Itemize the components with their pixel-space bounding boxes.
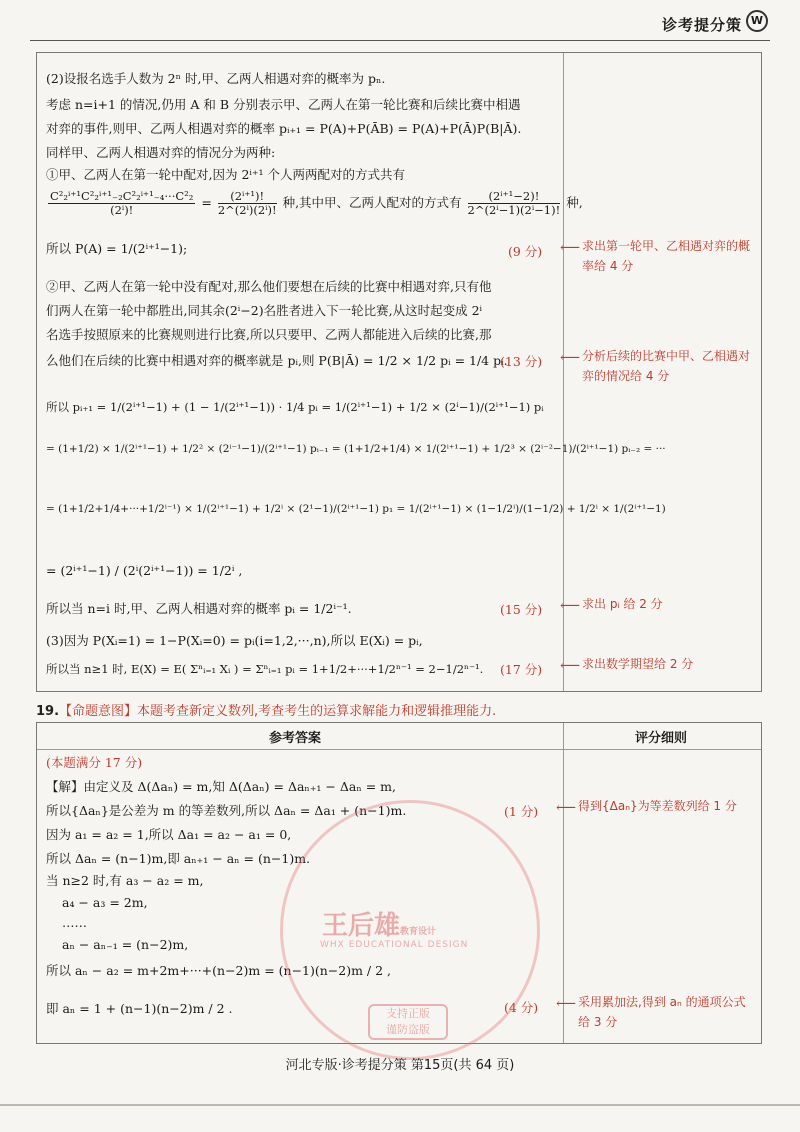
text-line: 即 aₙ = 1 + (n−1)(n−2)m / 2 . [46, 1001, 233, 1016]
grading-note: 分析后续的比赛中甲、乙相遇对弈的情况给 4 分 [582, 349, 751, 383]
text-line: 对弈的事件,则甲、乙两人相遇对弈的概率 pᵢ₊₁ = P(A)+P(ĀB) = P(A)+P(Ā)P(B|Ā). [46, 121, 522, 136]
score-mark: (17 分) [500, 662, 543, 677]
header-row-divider [37, 749, 761, 750]
grading-note: 求出第一轮甲、乙相遇对弈的概率给 4 分 [582, 239, 751, 273]
page-footer: 河北专版·诊考提分策 第15页(共 64 页) [285, 1058, 515, 1073]
text-line: = (1+1/2) × 1/(2ⁱ⁺¹−1) + 1/2² × (2ⁱ⁻¹−1)/(2ⁱ⁺¹−1) pᵢ₋₁ = (1+1/2+1/4) × 1/(2ⁱ⁺¹−1) + 1/2³ × (2ⁱ⁻²−1)/(2ⁱ⁺¹−1) pᵢ₋₂ = ··· [46, 443, 666, 455]
watermark-english: WHX EDUCATIONAL DESIGN [320, 940, 469, 950]
header-brand: 诊考提分策 [661, 16, 742, 34]
text-line: 【解】由定义及 Δ(Δaₙ) = m,知 Δ(Δaₙ) = Δaₙ₊₁ − Δaₙ = m, [46, 779, 397, 794]
total-score: (本题满分 17 分) [46, 755, 143, 770]
arrow-left-icon: ⟵ [556, 996, 577, 1012]
arrow-left-icon: ⟵ [560, 240, 581, 256]
column-header-answer: 参考答案 [269, 731, 322, 746]
text-line: 同样甲、乙两人相遇对弈的情况分为两种: [46, 145, 276, 160]
score-mark: (1 分) [504, 804, 539, 819]
text-line: a₄ − a₃ = 2m, [62, 895, 148, 910]
anti-piracy-stamp: 支持正版 谨防盗版 [368, 1004, 448, 1040]
grading-note: 求出数学期望给 2 分 [582, 657, 694, 671]
score-mark: (9 分) [508, 244, 543, 259]
text-line: 所以 aₙ − a₂ = m+2m+···+(n−2)m = (n−1)(n−2)m / 2 , [46, 963, 392, 978]
text-line: aₙ − aₙ₋₁ = (n−2)m, [62, 937, 189, 952]
text-line: 所以 pᵢ₊₁ = 1/(2ⁱ⁺¹−1) + (1 − 1/(2ⁱ⁺¹−1)) · 1/4 pᵢ = 1/(2ⁱ⁺¹−1) + 1/2 × (2ⁱ−1)/(2ⁱ⁺¹−1) pᵢ [46, 400, 544, 414]
score-mark: (15 分) [500, 602, 543, 617]
grading-note: 求出 pᵢ 给 2 分 [582, 597, 663, 611]
score-mark: (4 分) [504, 1000, 539, 1015]
text-line: (2)设报名选手人数为 2ⁿ 时,甲、乙两人相遇对弈的概率为 pₙ. [46, 71, 386, 86]
grading-note: 得到{Δaₙ}为等差数列给 1 分 [578, 799, 737, 813]
brand-logo-icon: W [746, 10, 768, 32]
column-header-rule: 评分细则 [635, 731, 688, 746]
text-line: = (1+1/2+1/4+···+1/2ⁱ⁻¹) × 1/(2ⁱ⁺¹−1) + 1/2ⁱ × (2¹−1)/(2ⁱ⁺¹−1) p₁ = 1/(2ⁱ⁺¹−1) × (1−1/2ⁱ)/(1−1/2) + 1/2ⁱ × 1/(2ⁱ⁺¹−1) [46, 503, 666, 515]
watermark-brand: 王后雄教育设计 [322, 911, 437, 941]
text-line: 所以 P(A) = 1/(2ⁱ⁺¹−1); [46, 241, 188, 256]
fraction: $\frac{\text{C²₂ⁱ⁺¹C²₂ⁱ⁺¹₋₂C²₂ⁱ⁺¹₋₄···C²₂}}{\text{(2ⁱ)!}}$ [50, 189, 194, 217]
arrow-left-icon: ⟵ [560, 598, 581, 614]
text-line: 所以{Δaₙ}是公差为 m 的等差数列,所以 Δaₙ = Δa₁ + (n−1)m. [46, 803, 407, 818]
text-line: 所以当 n=i 时,甲、乙两人相遇对弈的概率 pᵢ = 1/2ⁱ⁻¹. [46, 601, 352, 616]
text-line: 们两人在第一轮中都胜出,同其余(2ⁱ−2)名胜者进入下一轮比赛,从这时起变成 2ⁱ [46, 303, 483, 318]
column-divider [563, 723, 564, 1043]
text-line: 所以当 n≥1 时, E(X) = E( Σⁿᵢ₌₁ Xᵢ ) = Σⁿᵢ₌₁ pᵢ = 1+1/2+···+1/2ⁿ⁻¹ = 2−1/2ⁿ⁻¹. [46, 662, 484, 676]
text-line: …… [62, 915, 87, 930]
text-line: ①甲、乙两人在第一轮中配对,因为 2ⁱ⁺¹ 个人两两配对的方式共有 [46, 167, 405, 182]
fraction: $\frac{\text{(2ⁱ⁺¹−2)!}}{\text{2\textasciicircum{}(2ⁱ−1)(2ⁱ−1)!}}$ [467, 189, 561, 217]
header-divider [30, 40, 770, 41]
text-line: = (2ⁱ⁺¹−1) / (2ⁱ(2ⁱ⁺¹−1)) = 1/2ⁱ , [46, 563, 243, 578]
arrow-left-icon: ⟵ [560, 658, 581, 674]
text-line: 因为 a₁ = a₂ = 1,所以 Δa₁ = a₂ − a₁ = 0, [46, 827, 292, 842]
text-line: (3)因为 P(Xᵢ=1) = 1−P(Xᵢ=0) = pᵢ(i=1,2,···,n),所以 E(Xᵢ) = pᵢ, [46, 633, 423, 648]
column-divider [563, 53, 564, 691]
question-intent: 19.【命题意图】本题考查新定义数列,考查考生的运算求解能力和逻辑推理能力. [36, 704, 497, 719]
text-line: 考虑 n=i+1 的情况,仍用 A 和 B 分别表示甲、乙两人在第一轮比赛和后续比赛中相遇 [46, 97, 521, 112]
grading-note: 采用累加法,得到 aₙ 的通项公式给 3 分 [578, 995, 746, 1029]
text-line: 当 n≥2 时,有 a₃ − a₂ = m, [46, 873, 204, 888]
score-mark: (13 分) [500, 354, 543, 369]
text-line: ②甲、乙两人在第一轮中没有配对,那么他们要想在后续的比赛中相遇对弈,只有他 [46, 279, 492, 294]
text-line: 么他们在后续的比赛中相遇对弈的概率就是 pᵢ,则 P(B|Ā) = 1/2 × 1/2 pᵢ = 1/4 pᵢ. [46, 353, 508, 368]
arrow-left-icon: ⟵ [556, 800, 577, 816]
formula-line: $\frac{\text{C²₂ⁱ⁺¹C²₂ⁱ⁺¹₋₂C²₂ⁱ⁺¹₋₄···C²₂}}{\text{(2ⁱ)!}}$ = $\frac{\text{(2ⁱ⁺¹)!}}{\text{2\textasciicircum{}(2ⁱ)(2ⁱ)!}}$ 种,其中甲、乙两人配对的方式有 $\frac{\text{(2ⁱ⁺¹−2)!}}{\text{2\textasciicircum{}(2ⁱ−1)(2ⁱ−1)!}}$ 种, [50, 189, 583, 217]
arrow-left-icon: ⟵ [560, 350, 581, 366]
footer-divider [0, 1104, 800, 1106]
fraction: $\frac{\text{(2ⁱ⁺¹)!}}{\text{2\textasciicircum{}(2ⁱ)(2ⁱ)!}}$ [217, 189, 277, 217]
text-line: 所以 Δaₙ = (n−1)m,即 aₙ₊₁ − aₙ = (n−1)m. [46, 851, 311, 866]
text-line: 名选手按照原来的比赛规则进行比赛,所以只要甲、乙两人都能进入后续的比赛,那 [46, 327, 492, 342]
